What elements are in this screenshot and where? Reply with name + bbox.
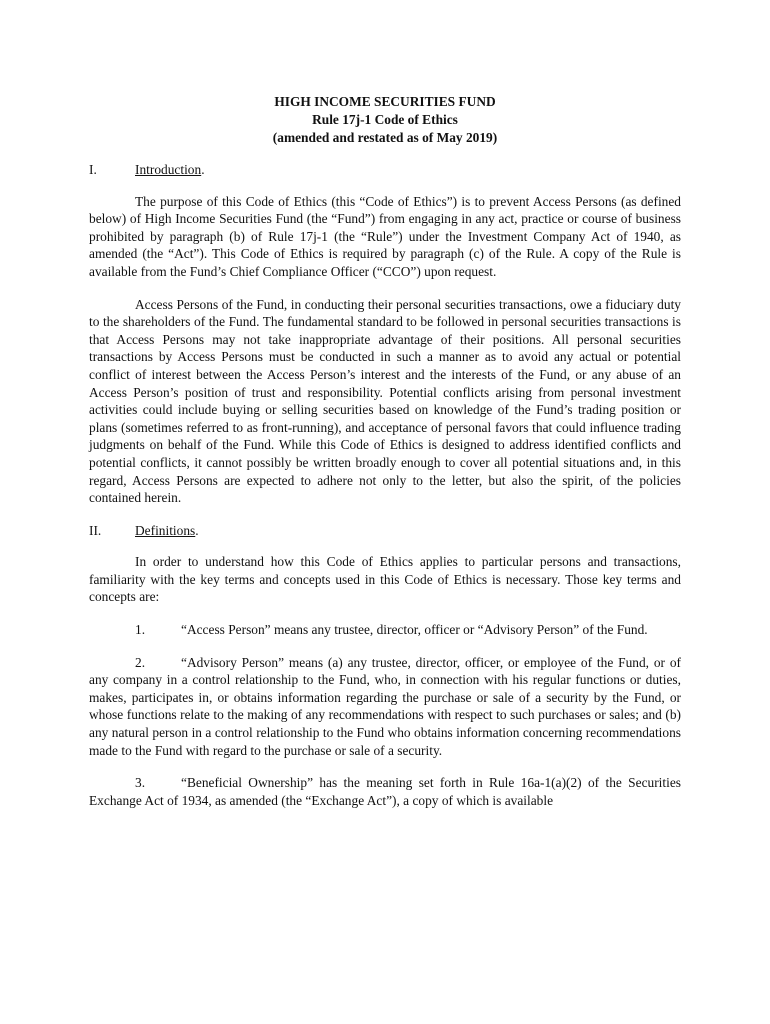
definition-item [89, 654, 681, 760]
definition-number: 3. [135, 775, 146, 791]
intro-paragraph-access-persons: Access Persons of the Fund, in conducting their personal securities transactions, owe a fiduciary duty to the shareholders of the Fund. The fundamental standard to be followed in personal securities transactions is that Access Persons may not take inappropriate advantage of their positions. All personal securities transactions by Access Persons must be conducted in such a manner as to avoid any actual or potential conflict of interest between the Access Person’s interest and the interests of the Fund, or any abuse of an Access Person’s position of trust and responsibility. Potential conflicts arising from personal investment activities could include buying or selling securities based on knowledge of the Fund’s trading position or plans (sometimes referred to as front-running), and acceptance of personal favors that could influence trading judgments on behalf of the Fund. While this Code of Ethics is designed to address identified conflicts and potential conflicts, it cannot possibly be written broadly enough to cover all potential situations and, in this regard, Access Persons are expected to adhere not only to the letter, but also the spirit, of the policies contained herein. [89, 296, 681, 506]
definition-number: 1. [135, 622, 146, 638]
definition-text: “Beneficial Ownership” has the meaning set forth in Rule 16a-1(a)(2) of the Securities Exchange Act of 1934, as amended (the “Exchange Act”), a copy of which is available [89, 775, 681, 808]
section-number: II. [89, 522, 102, 538]
section-heading-introduction [89, 161, 681, 179]
definition-text: “Access Person” means any trustee, director, officer or “Advisory Person” of the Fund. [181, 622, 648, 638]
section-title-wrapper: Definitions. [135, 522, 199, 538]
fund-name-heading: HIGH INCOME SECURITIES FUND [274, 94, 496, 109]
intro-paragraph-purpose: The purpose of this Code of Ethics (this “Code of Ethics”) is to prevent Access Persons (as defined below) of High Income Securities Fund (the “Fund”) from engaging in any act, practice or course of business prohibited by paragraph (b) of Rule 17j-1 (the “Rule”) under the Investment Company Act of 1940, as amended (the “Act”). This Code of Ethics is required by paragraph (c) of the Rule. A copy of the Rule is available from the Fund’s Chief Compliance Officer (“CCO”) upon request. [89, 193, 681, 279]
document-page [89, 93, 681, 824]
amendment-date-heading: (amended and restated as of May 2019) [272, 130, 498, 145]
section-title-wrapper: Introduction. [135, 162, 205, 177]
section-title: Definitions [135, 522, 196, 538]
definition-item [89, 774, 681, 809]
definition-text: “Advisory Person” means (a) any trustee, director, officer, or employee of the Fund, or of any company in a control relationship to the Fund, who, in connection with his regular functions or duties, makes, participates in, or obtains information regarding the purchase or sale of a security by the Fund, or whose functions relate to the making of any recommendations with respect to such purchases or sales; and (b) any natural person in a control relationship to the Fund who obtains information concerning recommendations made to the Fund with regard to the purchase or sale of a security. [89, 654, 681, 758]
section-heading-definitions [89, 522, 681, 540]
definition-number: 2. [135, 654, 146, 670]
definition-item [89, 621, 681, 639]
rule-heading: Rule 17j-1 Code of Ethics [312, 112, 458, 127]
definitions-intro-paragraph: In order to understand how this Code of Ethics applies to particular persons and transactions, familiarity with the key terms and concepts used in this Code of Ethics is necessary. Those key terms and concepts are: [89, 554, 681, 605]
section-number: I. [89, 162, 97, 177]
section-title: Introduction [135, 162, 202, 177]
document-title-block [89, 93, 681, 147]
